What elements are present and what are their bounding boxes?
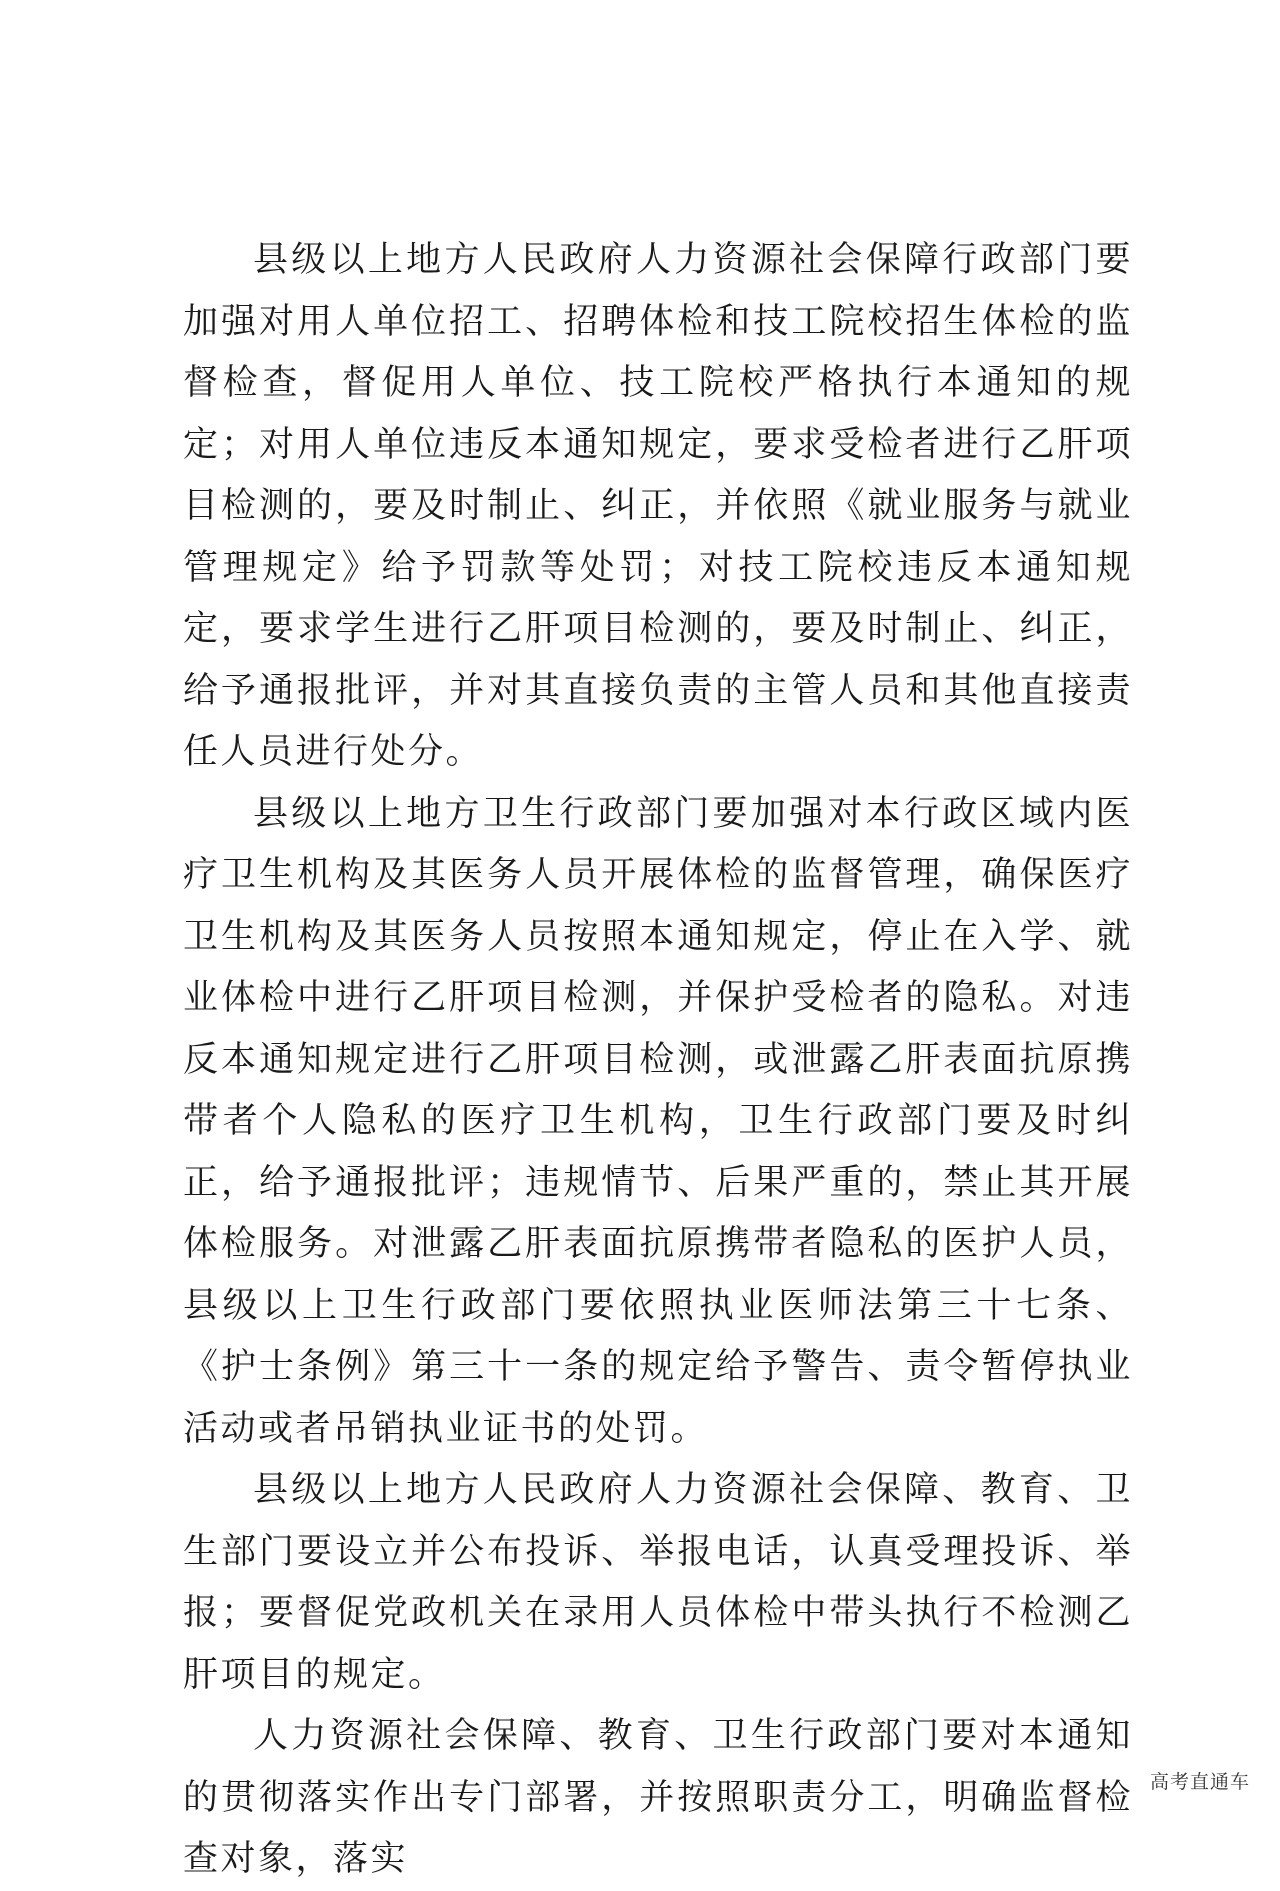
paragraph-complaint-hotline: 县级以上地方人民政府人力资源社会保障、教育、卫生部门要设立并公布投诉、举报电话，认真受理投诉、举报；要督促党政机关在录用人员体检中带头执行不检测乙肝项目的规定。 xyxy=(183,1470,1133,1695)
paragraph-health-supervision: 县级以上地方卫生行政部门要加强对本行政区域内医疗卫生机构及其医务人员开展体检的监督管理，确保医疗卫生机构及其医务人员按照本通知规定，停止在入学、就业体检中进行乙肝项目检测，并保护受检者的隐私。对违反本通知规定进行乙肝项目检测，或泄露乙肝表面抗原携带者个人隐私的医疗卫生机构，卫生行政部门要及时纠正，给予通报批评；违规情节、后果严重的，禁止其开展体检服务。对泄露乙肝表面抗原携带者隐私的医护人员，县级以上卫生行政部门要依照执业医师法第三十七条、《护士条例》第三十一条的规定给予警告、责令暂停执业活动或者吊销执业证书的处罚。 xyxy=(183,793,1133,1449)
document-body xyxy=(183,230,1133,1891)
watermark-text: 高考直通车 xyxy=(1149,1771,1250,1793)
paragraph-implementation: 人力资源社会保障、教育、卫生行政部门要对本通知的贯彻落实作出专门部署，并按照职责分工，明确监督检查对象，落实 xyxy=(183,1716,1133,1879)
paragraph-hr-supervision: 县级以上地方人民政府人力资源社会保障行政部门要加强对用人单位招工、招聘体检和技工院校招生体检的监督检查，督促用人单位、技工院校严格执行本通知的规定；对用人单位违反本通知规定，要求受检者进行乙肝项目检测的，要及时制止、纠正，并依照《就业服务与就业管理规定》给予罚款等处罚；对技工院校违反本通知规定，要求学生进行乙肝项目检测的，要及时制止、纠正，给予通报批评，并对其直接负责的主管人员和其他直接责任人员进行处分。 xyxy=(183,240,1133,772)
